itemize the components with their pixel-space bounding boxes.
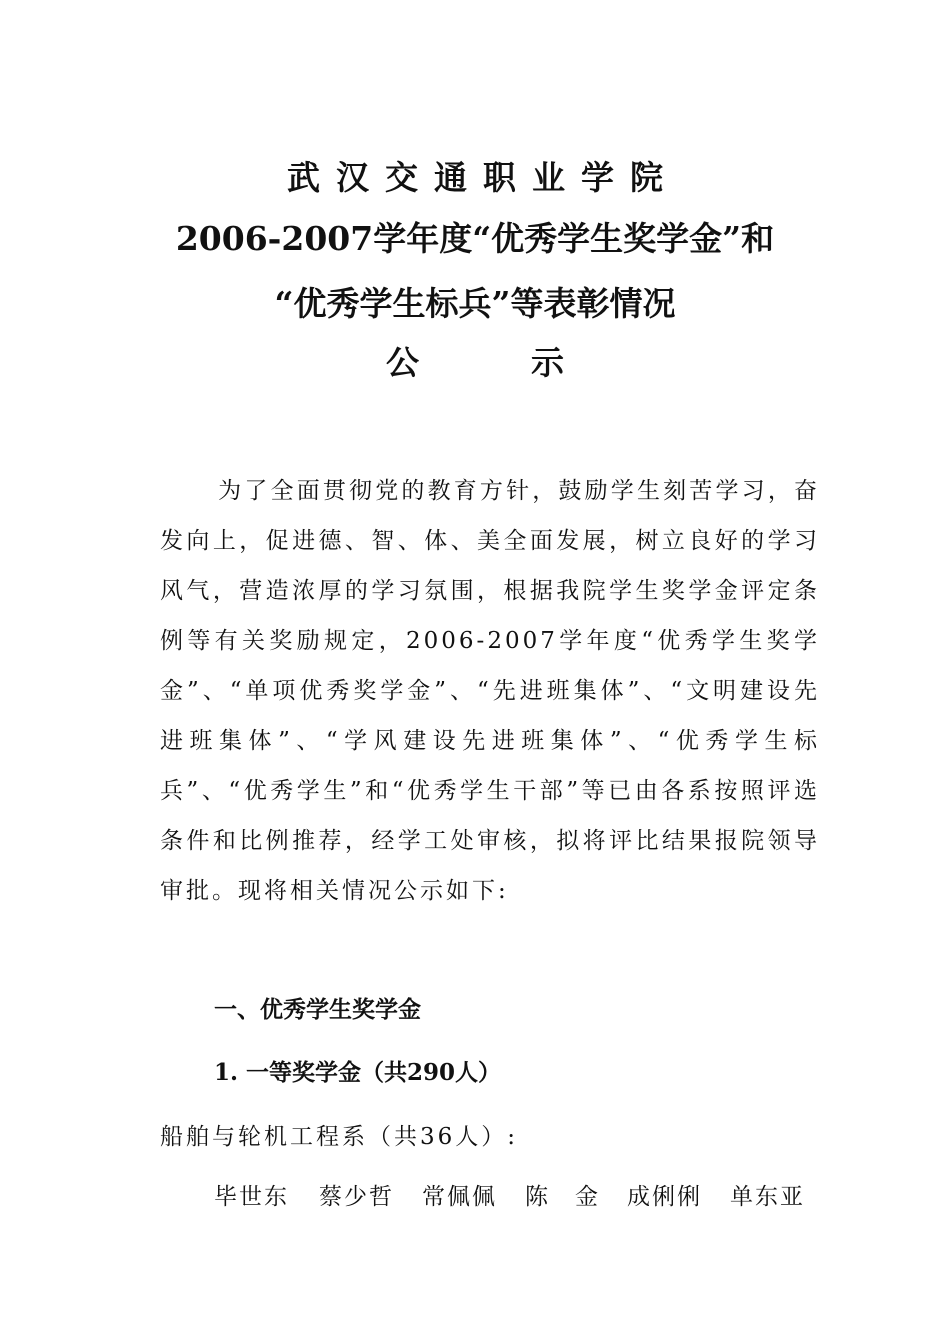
document-title-line3: “优秀学生标兵”等表彰情况 xyxy=(274,284,676,323)
student-name: 常佩佩 xyxy=(422,1184,497,1210)
notice-char-2: 示 xyxy=(531,343,564,382)
intro-text: 为了全面贯彻党的教育方针，鼓励学生刻苦学习，奋发向上，促进德、智、体、美全面发展，树立良好的学习风气，营造浓厚的学习氛围，根据我院学生奖学金评定条例等有关奖励规定，2006-2007学年度“优秀学生奖学金”、“单项优秀奖学金”、“先进班集体”、“文明建设先进班集体”、“学风建设先进班集体”、“优秀学生标兵”、“优秀学生”和“优秀学生干部”等已由各系按照评选条件和比例推荐，经学工处审核，拟将评比结果报院领导审批。现将相关情况公示如下: xyxy=(160,478,820,904)
notice-char-1: 公 xyxy=(386,343,419,382)
student-name: 陈 金 xyxy=(525,1184,600,1210)
student-name: 毕世东 xyxy=(214,1184,289,1210)
document-title-line2: 2006-2007学年度“优秀学生奖学金”和 xyxy=(175,219,775,258)
student-name: 单东亚 xyxy=(730,1184,805,1210)
intro-paragraph xyxy=(160,466,820,916)
department-label: 船舶与轮机工程系（共36人）: xyxy=(160,1124,519,1150)
document-title-institution: 武汉交通职业学院 xyxy=(287,158,679,197)
section-heading-scholarship: 一、优秀学生奖学金 xyxy=(214,996,421,1023)
subsection-heading-first-prize: 1. 一等奖学金（共290人） xyxy=(214,1059,502,1086)
name-list xyxy=(214,1181,805,1213)
document-title-notice xyxy=(0,343,950,383)
student-name: 蔡少哲 xyxy=(319,1184,394,1210)
student-name: 成俐俐 xyxy=(627,1184,702,1210)
